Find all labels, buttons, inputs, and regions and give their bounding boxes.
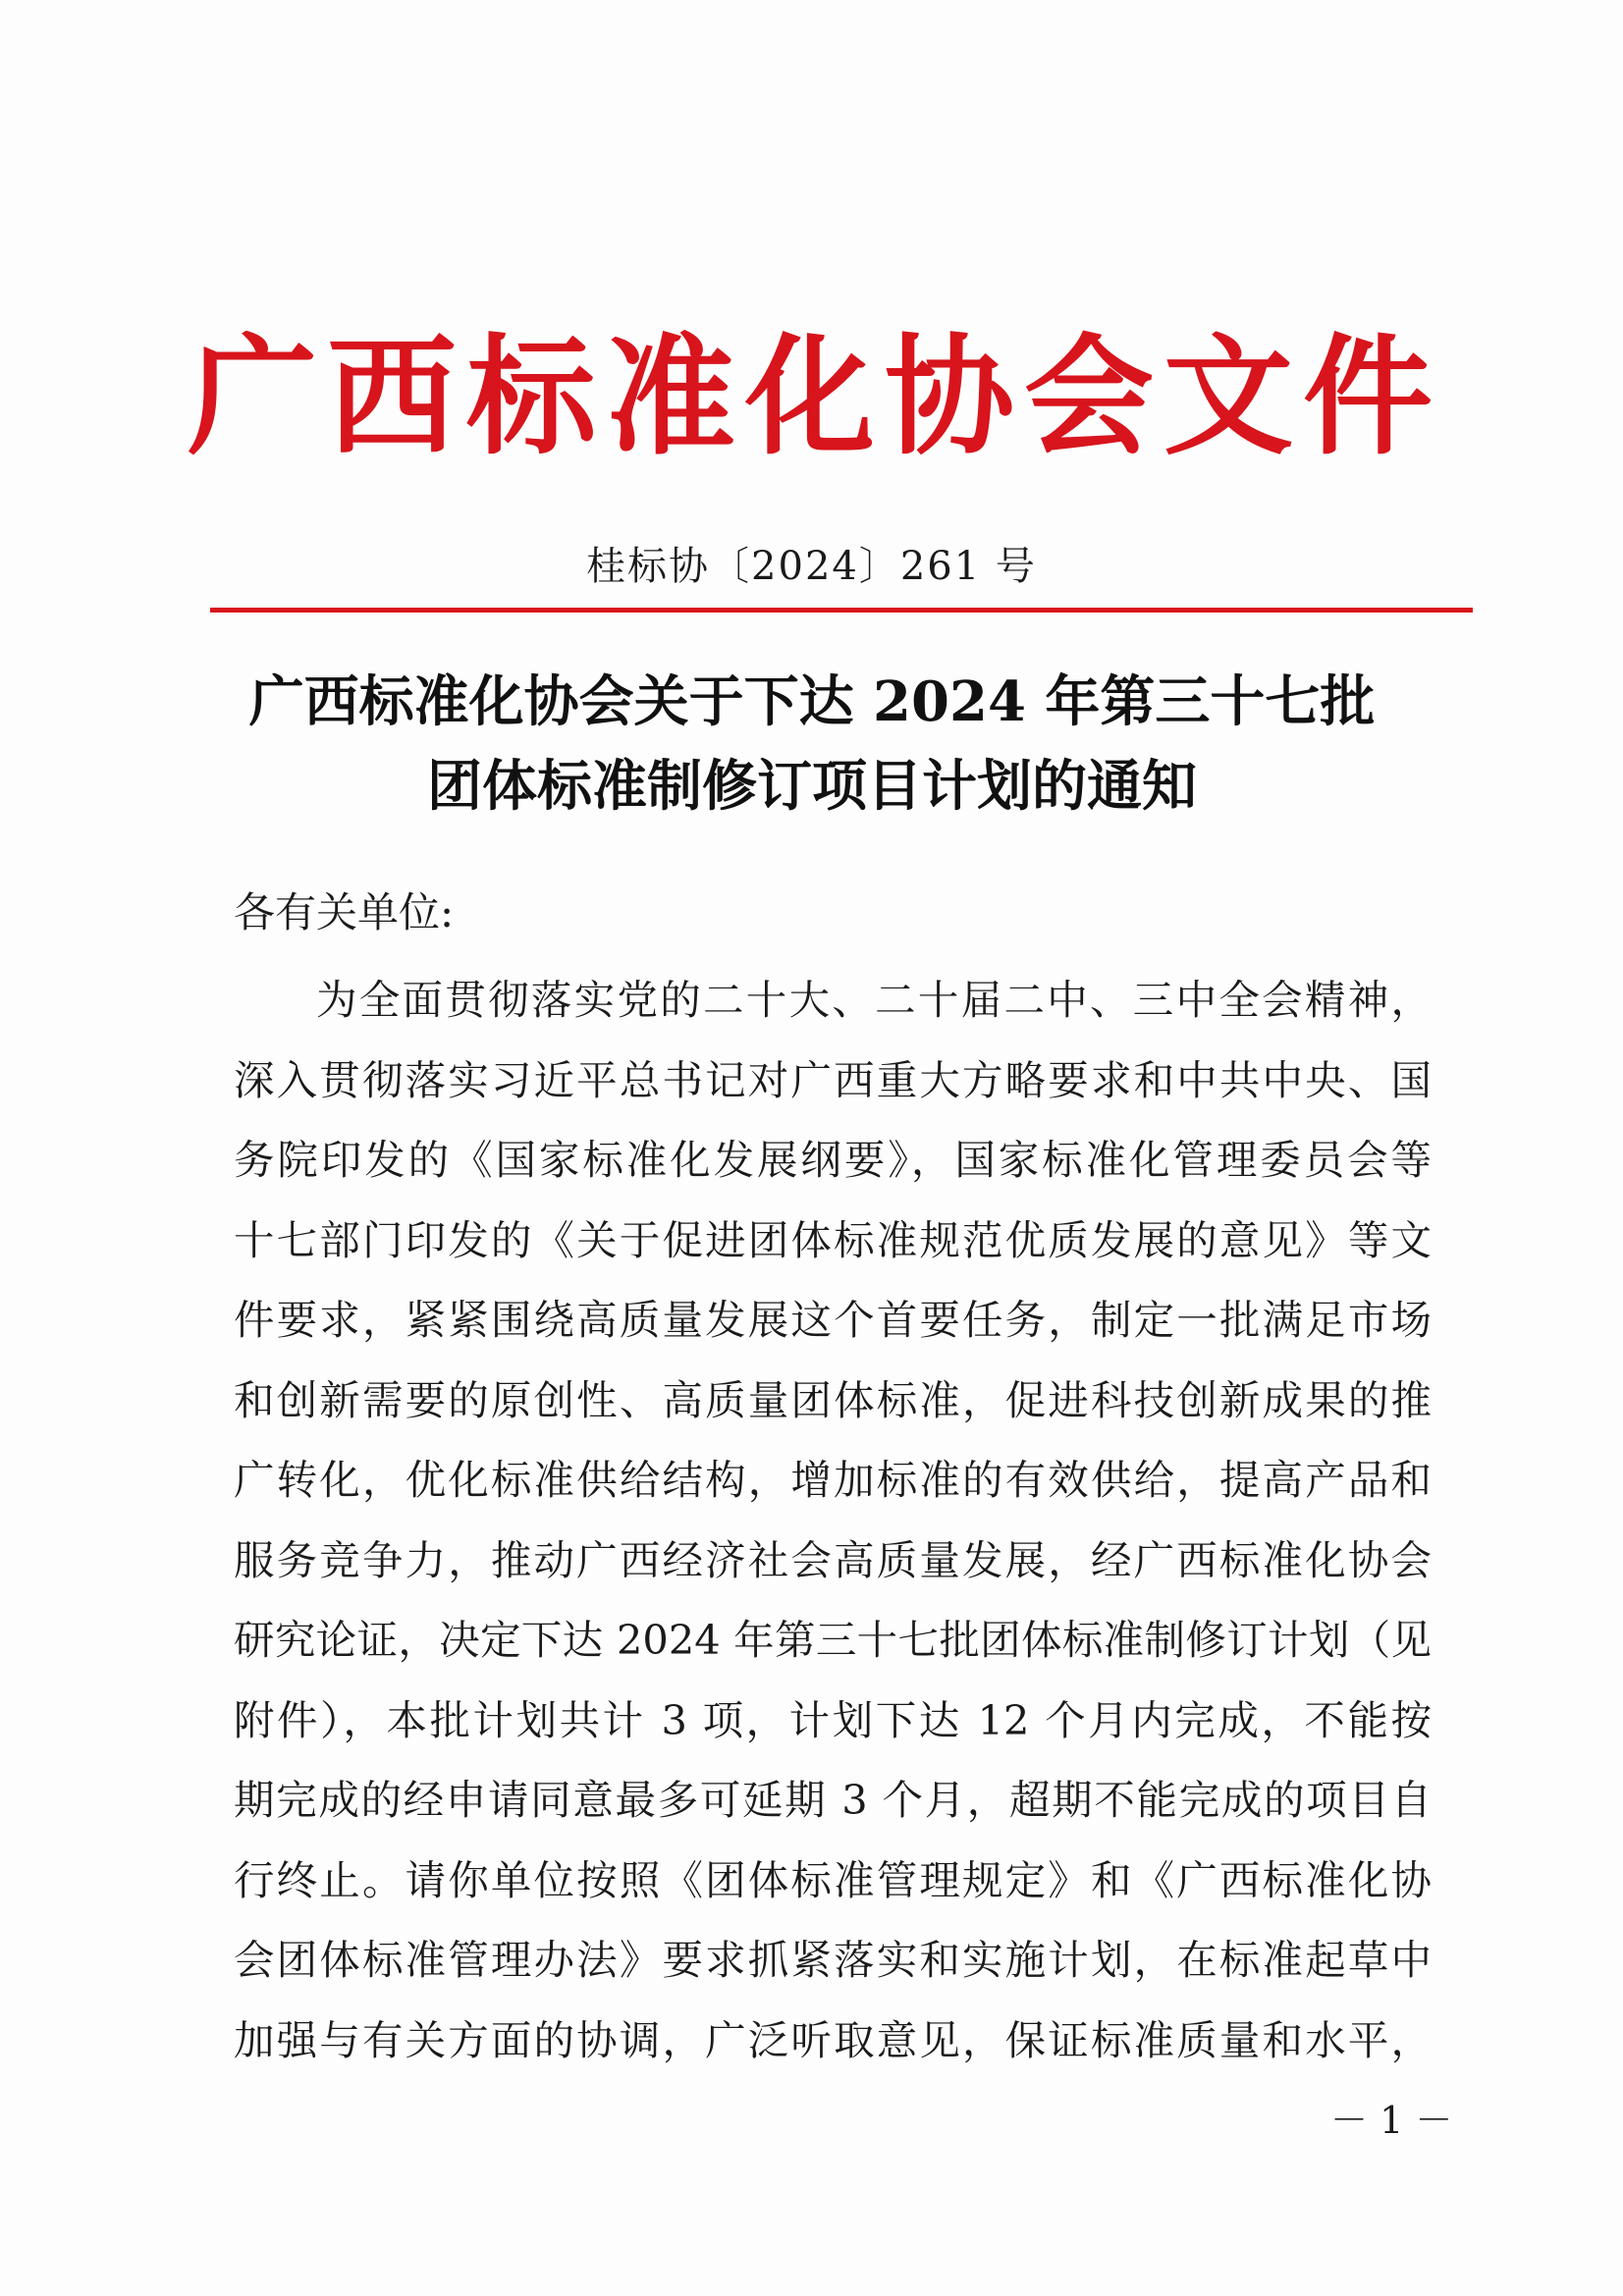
red-divider-line xyxy=(210,608,1473,613)
body-line: 广转化，优化标准供给结构，增加标准的有效供给，提高产品和 xyxy=(234,1456,1432,1504)
body-line: 为全面贯彻落实党的二十大、二十届二中、三中全会精神， xyxy=(316,976,1432,1024)
body-paragraph xyxy=(234,960,1432,2080)
body-line: 会团体标准管理办法》要求抓紧落实和实施计划，在标准起草中 xyxy=(234,1936,1432,1984)
document-number: 桂标协〔2024〕261 号 xyxy=(586,544,1037,589)
body-line: 期完成的经申请同意最多可延期 3 个月，超期不能完成的项目自 xyxy=(234,1776,1432,1824)
body-line: 研究论证，决定下达 2024 年第三十七批团体标准制修订计划（见 xyxy=(234,1616,1432,1664)
notice-title-line-1: 广西标准化协会关于下达 2024 年第三十七批 xyxy=(248,669,1376,734)
body-line: 和创新需要的原创性、高质量团体标准，促进科技创新成果的推 xyxy=(234,1375,1432,1424)
body-line: 深入贯彻落实习近平总书记对广西重大方略要求和中共中央、国 xyxy=(234,1055,1432,1104)
body-line: 加强与有关方面的协调，广泛听取意见，保证标准质量和水平， xyxy=(234,2015,1432,2064)
masthead-title: 广西标准化协会文件 xyxy=(188,321,1442,473)
body-line: 附件），本批计划共计 3 项，计划下达 12 个月内完成，不能按 xyxy=(234,1695,1432,1744)
notice-title xyxy=(210,660,1414,828)
body-line: 服务竞争力，推动广西经济社会高质量发展，经广西标准化协会 xyxy=(234,1535,1432,1584)
body-line: 件要求，紧紧围绕高质量发展这个首要任务，制定一批满足市场 xyxy=(234,1296,1432,1344)
body-line: 十七部门印发的《关于促进团体标准规范优质发展的意见》等文 xyxy=(234,1215,1432,1264)
page-number: － 1 － xyxy=(1330,2099,1453,2142)
body-line: 务院印发的《国家标准化发展纲要》，国家标准化管理委员会等 xyxy=(234,1136,1432,1184)
notice-title-line-2: 团体标准制修订项目计划的通知 xyxy=(427,754,1197,819)
salutation: 各有关单位: xyxy=(234,888,455,936)
body-line: 行终止。请你单位按照《团体标准管理规定》和《广西标准化协 xyxy=(234,1855,1432,1904)
